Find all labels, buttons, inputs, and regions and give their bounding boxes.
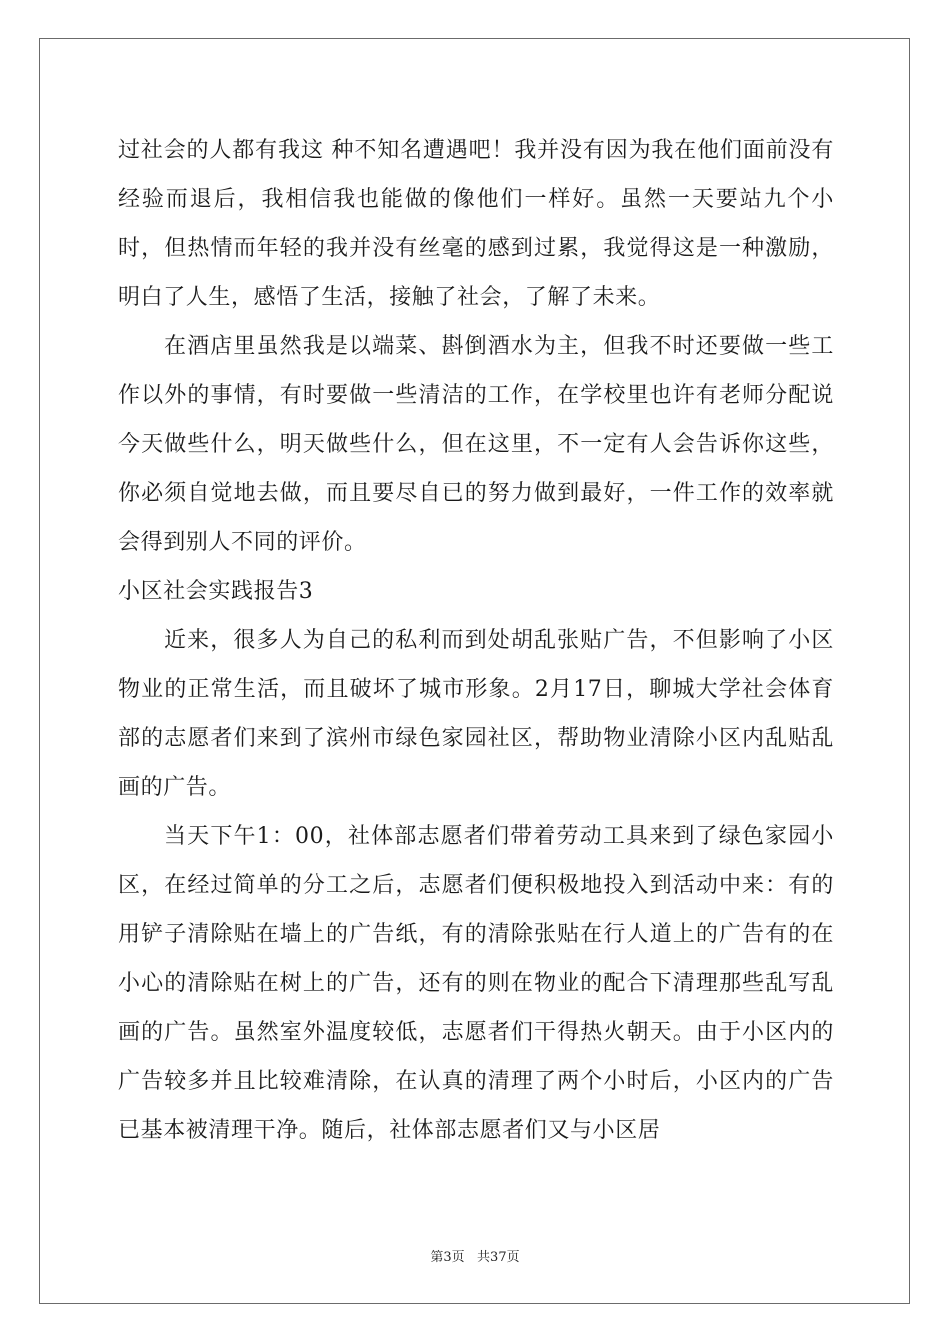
paragraph-1: 过社会的人都有我这 种不知名遭遇吧！我并没有因为我在他们面前没有经验而退后，我相信我也能做的像他们一样好。虽然一天要站九个小时，但热情而年轻的我并没有丝毫的感到过累，我觉得这是一种激励，明白了人生，感悟了生活，接触了社会，了解了未来。: [118, 138, 834, 310]
paragraph-4: 当天下午1：00，社体部志愿者们带着劳动工具来到了绿色家园小区，在经过简单的分工之后，志愿者们便积极地投入到活动中来：有的用铲子清除贴在墙上的广告纸，有的清除张贴在行人道上的广告有的在小心的清除贴在树上的广告，还有的则在物业的配合下清理那些乱写乱画的广告。虽然室外温度较低，志愿者们干得热火朝天。由于小区内的广告较多并且比较难清除，在认真的清理了两个小时后，小区内的广告已基本被清理干净。随后，社体部志愿者们又与小区居: [118, 824, 834, 1143]
paragraph-2: 在酒店里虽然我是以端菜、斟倒酒水为主，但我不时还要做一些工作以外的事情，有时要做一些清洁的工作，在学校里也许有老师分配说今天做些什么，明天做些什么，但在这里，不一定有人会告诉你这些，你必须自觉地去做，而且要尽自已的努力做到最好，一件工作的效率就会得到别人不同的评价。: [118, 334, 834, 555]
section-heading: 小区社会实践报告3: [118, 579, 314, 604]
paragraph-3: 近来，很多人为自己的私利而到处胡乱张贴广告，不但影响了小区物业的正常生活，而且破坏了城市形象。2月17日，聊城大学社会体育部的志愿者们来到了滨州市绿色家园社区，帮助物业清除小区内乱贴乱画的广告。: [118, 628, 834, 800]
page-number-footer: 第3页 共37页: [430, 1250, 520, 1265]
document-body: [118, 126, 834, 1155]
